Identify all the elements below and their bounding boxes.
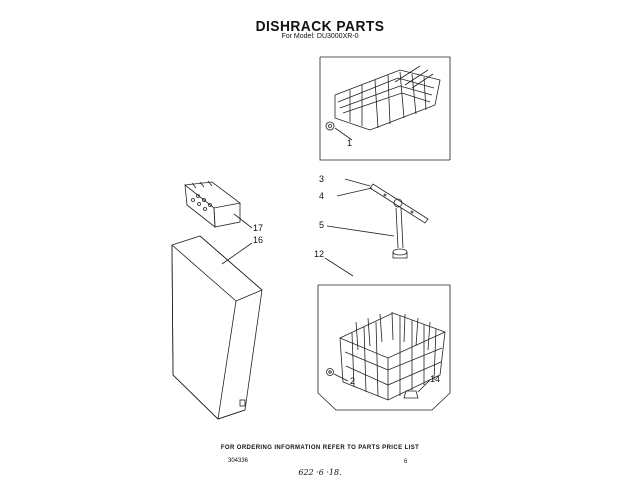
feed-tube xyxy=(393,208,407,258)
callout-5: 5 xyxy=(319,220,325,230)
callout-3: 3 xyxy=(319,174,325,184)
callout-2: 2 xyxy=(350,376,356,386)
callout-17: 17 xyxy=(253,223,264,233)
leader-line-17 xyxy=(234,214,252,228)
lower-rack-frame xyxy=(318,285,450,410)
leader-line-2 xyxy=(334,374,348,381)
page-number: 6 xyxy=(404,459,408,465)
callout-4: 4 xyxy=(319,191,325,201)
leader-line-5 xyxy=(327,226,394,236)
callout-16: 16 xyxy=(253,235,264,245)
rack-roller-1 xyxy=(326,122,334,130)
upper-rack-frame xyxy=(320,57,450,160)
callout-14: 14 xyxy=(430,374,441,384)
rack-roller-2 xyxy=(327,369,334,376)
callout-12: 12 xyxy=(314,249,325,259)
silverware-basket xyxy=(185,181,240,227)
leader-line-3 xyxy=(345,179,370,186)
leader-line-4 xyxy=(337,188,372,196)
lower-rack-illustration xyxy=(340,312,445,400)
door-panel xyxy=(172,236,262,419)
leader-line-16 xyxy=(222,243,252,264)
model-subtitle: For Model: DU3000XR-0 xyxy=(281,33,359,40)
upper-wash-arm xyxy=(370,184,428,223)
page-title: DISHRACK PARTS xyxy=(255,18,385,35)
callout-1: 1 xyxy=(347,138,353,148)
ordering-info-footer: FOR ORDERING INFORMATION REFER TO PARTS PRICE LIST xyxy=(220,445,420,451)
upper-rack-illustration xyxy=(335,66,440,130)
handwritten-note: 622 ·6 ·18. xyxy=(298,468,342,477)
document-number: 304336 xyxy=(228,458,249,464)
rack-stop-14 xyxy=(404,391,418,398)
leader-line-12 xyxy=(325,258,353,276)
